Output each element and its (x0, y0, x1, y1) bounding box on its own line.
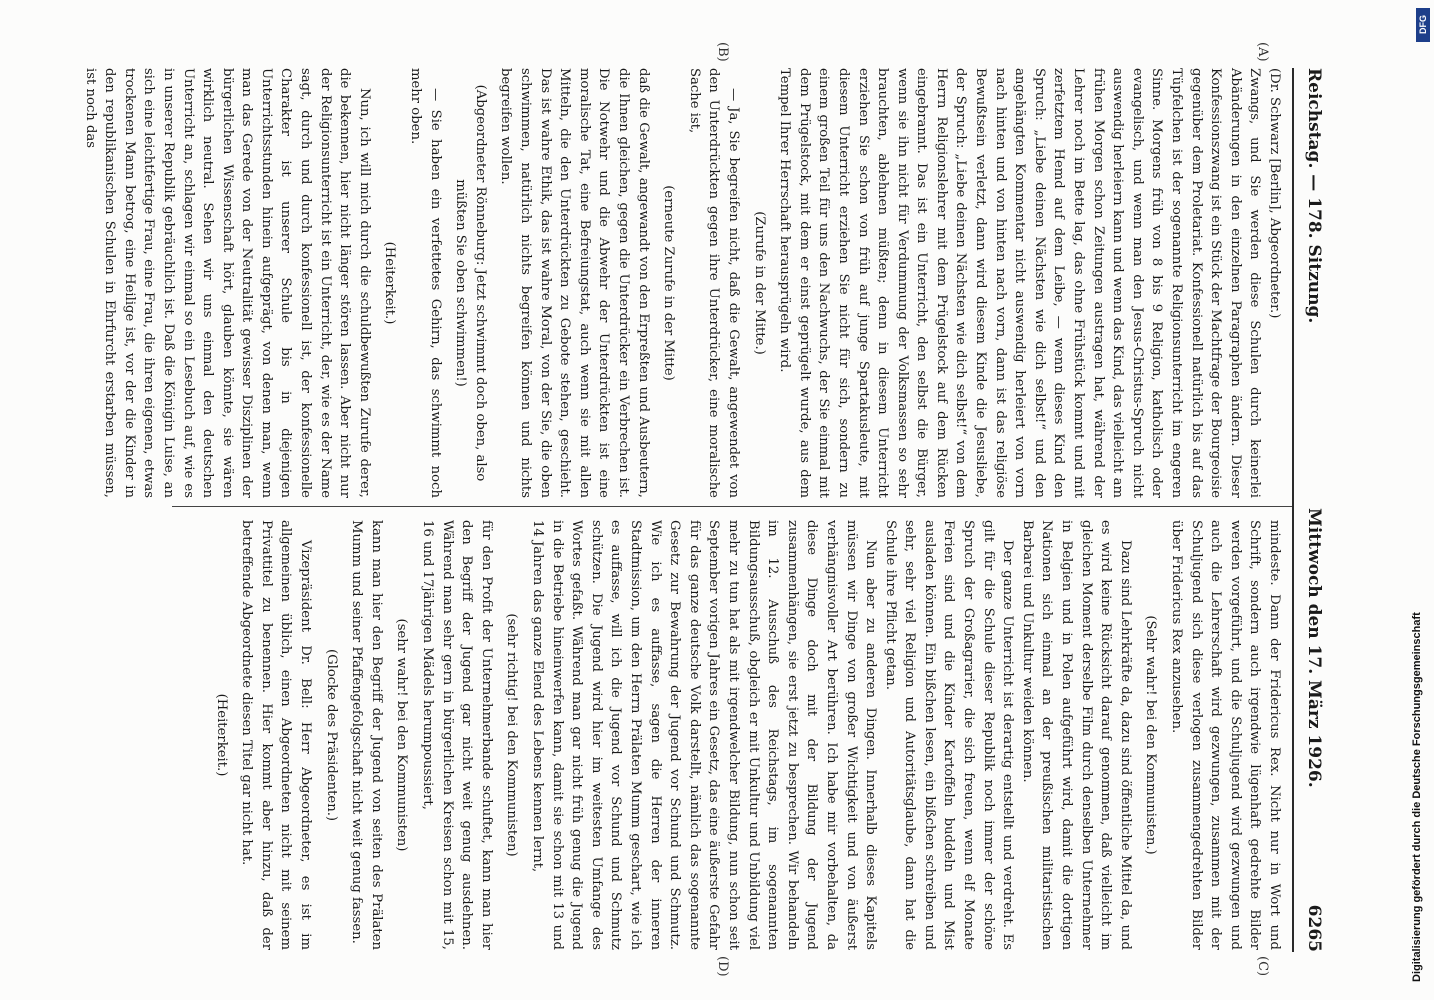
paragraph: kann man hier den Begriff der Jugend von seiten des Prälaten Mumm und seiner Pfaffengefolgschaft nicht weit genug fassen. (349, 520, 384, 950)
interjection: (Abgeordneter Rönneburg: Jetzt schwimmt doch oben, also müßten Sie oben schwimmen!) (453, 84, 488, 482)
interjection: (Glocke des Präsidenten.) (323, 648, 339, 822)
header-session: Reichstag. — 178. Sitzung. (1304, 68, 1324, 324)
rotated-page (82, 42, 1330, 977)
margin-mark-a: (A) (1255, 42, 1270, 62)
interjection: (Heiterkeit.) (382, 241, 398, 325)
page-content (82, 42, 1330, 977)
interjection: (sehr wahr! bei den Kommunisten) (394, 618, 410, 852)
paragraph: Dazu sind Lehrkräfte da, dazu sind öffentliche Mittel da, und es wird keine Rücksicht darauf genommen, daß vielleicht im gleichen Moment derselbe Film durch denselben Unternehmer in Belgien und in Polen aufgeführt wird, damit die dortigen Nationen sich einmal an der preußischen militaristischen Barbarei und Unkultur weiden können. (1019, 520, 1133, 950)
right-column (205, 520, 1284, 950)
margin-mark-b: (B) (715, 42, 730, 62)
paragraph: Nun aber zu anderen Dingen. Innerhalb dieses Kapitels müssen wir Dinge von großer Wichtigkeit und von äußerst verhängnisvoller Art berühren. Ich habe mir vorbehalten, da diese Dinge doch mit der Bildung der Jugend zusammenhängen, sie erst jetzt zu besprechen. Wir behandeln im 12. Ausschuß des Reichstags, im sogenannten Bildungsausschuß, obgleich er mit Unkultur und Unbildung viel mehr zu tun hat als mit irgendwelcher Bildung, nun schon seit September vorigen Jahres ein Gesetz, das eine äußerste Gefahr für das ganze deutsche Volk darstellt, nämlich das sogenannte Gesetz zur Bewahrung der Jugend vor Schund und Schmutz. Wie ich es auffasse, sagen die Herren der inneren Stadtmission, um den Herrn Prälaten Mumm geschart, wie ich es auffasse, will ich die Jugend vor Schund und Schmutz schützen. Die Jugend wird hier im weitesten Umfange des Wortes gefaßt. Während man gar nicht früh genug die Jugend in die Betriebe hineinwerfen kann, damit sie schon mit 13 und 14 Jahren das ganze Elend des Lebens kennen lernt, (530, 520, 879, 950)
credit-text: Digitalisierung gefördert durch die Deutsche Forschungsgemeinschaft (1411, 612, 1423, 982)
column-divider (172, 506, 1292, 507)
paragraph: — Ja, Sie begreifen nicht, daß die Gewalt, angewendet von den Unterdrückten gegen ihre Unterdrücker, eine moralische Sache ist, (686, 68, 741, 498)
interjection: (Heiterkeit.) (213, 693, 229, 777)
left-column (80, 68, 1284, 498)
paragraph: Nun, ich will mich durch die schuldbewußten Zurufe derer, die bekennen, hier nicht länger stören lassen. Aber nicht nur der Religionsunterricht ist ein Unterricht, der, wie es der Name sagt, durch und durch konfessionell ist, der konfessionelle Charakter ist unserer Schule bis in diejenigen Unterrichtsstunden hinein aufgeprägt, von denen man, wenn man das Gerede von der Neutralität gewisser Disziplinen der bürgerlichen Wissenschaft hört, glauben könnte, sie wären wirklich neutral. Sehen wir uns einmal den deutschen Unterricht an, schlagen wir einmal so ein Lesebuch auf, wie es in unserer Republik gebräuchlich ist. Daß die Königin Luise, an sich eine leichtfertige Frau, eine Frau, die ihren eigenen, etwas trockenen Mann betrog, eine Heilige ist, vor der die Kinder in den republikanischen Schulen in Ehrfurcht erstarben müssen, ist noch das (82, 68, 372, 498)
page-number: 6265 (1304, 904, 1324, 952)
interjection: (Zurufe in der Mitte.) (751, 211, 767, 355)
paragraph: Zwangs, und Sie werden diese Schulen durch keinerlei Abänderungen in den einzelnen Paragraphen ändern. Dieser Konfessionszwang ist ein Stück der Machtfrage der Bourgeoisie gegenüber dem Proletariat. Konfessionell natürlich bis auf das Tüpfelchen ist der sogenannte Religionsunterricht im engeren Sinne. Morgens früh von 8 bis 9 Religion, katholisch oder evangelisch, und wenn man den Jesus-Christus-Spruch nicht auswendig herleiern kann und wenn das Kind, das vielleicht am frühen Morgen schon Zeitungen austragen hat, während der Lehrer noch im Bette lag, das ohne Frühstück kommt und mit zerfetztem Hemd auf dem Leibe, — wenn dieses Kind den Spruch: „Liebe deinen Nächsten wie dich selbst!“ und den angehängten Kommentar nicht auswendig herleiert von vorn nach hinten und von hinten nach vorn, dann ist das religiöse Bewußtsein verletzt, dann wird diesem Kinde die Jesusliebe, der Spruch: „Liebe deinen Nächsten wie dich selbst!“ von dem Herrn Religionslehrer mit dem Prügelstock auf dem Rücken eingebrannt. Das ist ein Unterricht, den selbst die Bürger, wenn sie ihn nicht für Verdummung der Volksmassen so sehr brauchten, ablehnen müßten; denn in diesem Unterricht erziehen Sie schon von früh auf junge Spartakusleute, mit diesem Unterricht erziehen Sie nicht für sich, sondern zu einem großen Teil für uns den Nachwuchs, der Sie einmal mit dem Prügelstock, mit dem er einst geprügelt wurde, aus dem Tempel Ihrer Herrschaft herausprügeln wird. (777, 68, 1263, 498)
page-header (1294, 68, 1330, 952)
dfg-logo: DFG (1416, 8, 1430, 42)
header-date: Mittwoch den 17. März 1926. (1304, 508, 1324, 788)
interjection: (erneute Zurufe in der Mitte) (661, 185, 677, 381)
paragraph: — Sie haben ein verfettetes Gehirn, das schwimmt noch mehr oben. (408, 68, 443, 498)
dfg-credit (1404, 10, 1430, 990)
header-rule (1292, 68, 1294, 952)
speaker-line: (Dr. Schwarz [Berlin], Abgeordneter.) (1267, 68, 1282, 319)
paragraph: mindeste. Dann der Fridericus Rex. Nicht nur in Wort und Schrift, sondern auch irgendwie lügenhaft gedrehte Bilder werden vorgeführt, und die Schuljugend wird gezwungen und auch die Lehrerschaft wird gezwungen, zusammen mit der Schuljugend sich diese verlogen zusammengedrehten Bilder über Fridericus Rex anzusehen. (1169, 520, 1282, 950)
margin-mark-d: (D) (715, 956, 730, 977)
interjection: (sehr richtig! bei den Kommunisten) (504, 613, 520, 857)
paragraph: für den Profit der Unternehmerbande schuftet, kann man hier den Begriff der Jugend gar nicht weit genug ausdehnen. Während man sehr gern in bürgerlichen Kreisen schon mit 15, 16 und 17jährigen Mädels herumpoussiert, (420, 520, 494, 950)
interjection: (Sehr wahr! bei den Kommunisten.) (1143, 615, 1159, 855)
paragraph: Vizepräsident Dr. Bell: Herr Abgeordneter, es ist im allgemeinen üblich, einen Abgeordneten nicht mit seinem Privattitel zu benennen. Hier kommt aber hinzu, daß der betreffende Abgeordnete diesen Titel gar nicht hat. (239, 520, 314, 950)
paragraph: Der ganze Unterricht ist derartig entstellt und verdreht. Es gilt für die Schule dieser Republik noch immer der schöne Spruch der Großagrarier, die sich freuen, wenn elf Monate Ferien sind und die Kinder Kartoffeln buddeln und Mist ausladen können. Ein bißchen lesen, ein bißchen schreiben und sehr, sehr viel Religion und Autoritätsglaube, dann hat die Schule ihre Pflicht getan. (882, 520, 1016, 950)
margin-mark-c: (C) (1255, 956, 1270, 977)
paragraph: daß die Gewalt, angewandt von den Erpreßten und Ausbeutern, die Ihnen gleichen, gegen die Unterdrücker ein Verbrechen ist. Die Notwehr und die Abwehr der Unterdrückten ist eine moralische Tat, eine Befreiungstat, auch wenn sie mit allen Mitteln, die den Unterdrückten zu Gebote stehen, geschieht. Das ist wahre Ethik, das ist wahre Moral, von der Sie, die oben schwimmen, natürlich nichts begreifen können und nichts begreifen wollen. (498, 68, 651, 498)
